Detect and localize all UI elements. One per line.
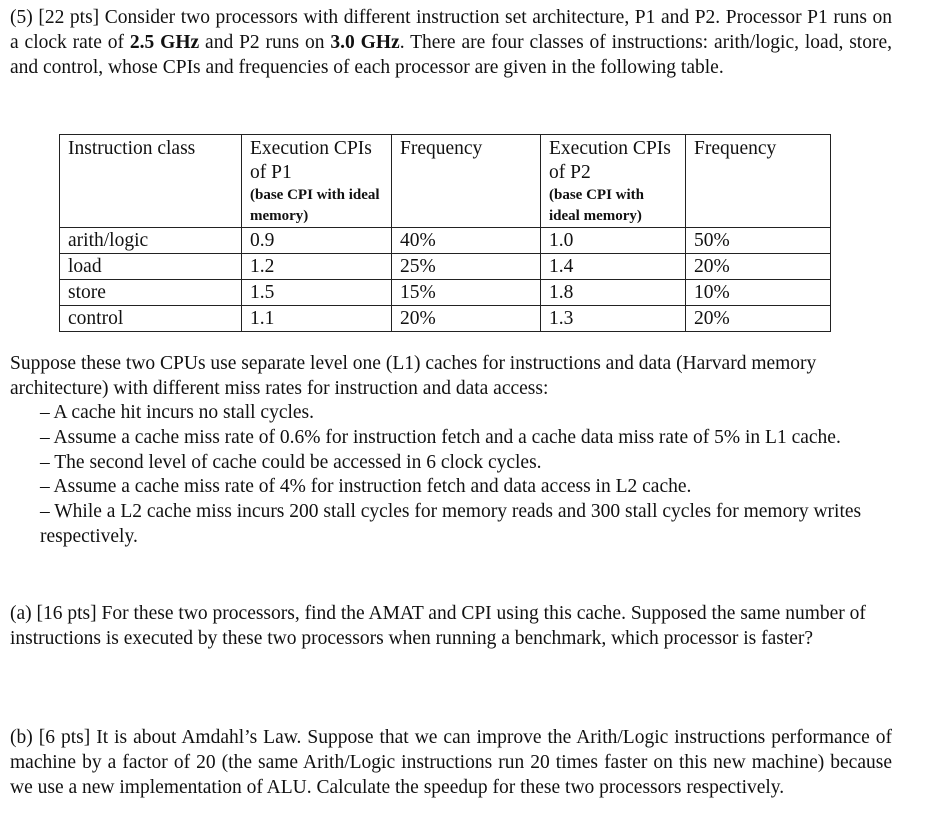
header-instruction-class: Instruction class: [60, 135, 242, 228]
table-cell: 20%: [686, 254, 831, 280]
table-cell: 40%: [392, 228, 541, 254]
list-item: – A cache hit incurs no stall cycles.: [40, 402, 315, 423]
header-execution-cpis-p1: Execution CPIs of P1 (base CPI with ideal memory): [242, 135, 392, 228]
table-cell: 1.4: [541, 254, 686, 280]
table-cell: arith/logic: [60, 228, 242, 254]
table-row: [60, 306, 831, 332]
intro-text-3: . There are four classes of instructions: arith/logic, load, store, and control, whose CPIs and frequencies of each processor are given in the following table.: [10, 31, 892, 78]
cpi-frequency-table-container: [59, 134, 831, 332]
table-cell: 1.0: [541, 228, 686, 254]
table-cell: 15%: [392, 280, 541, 306]
question-part-a: (a) [16 pts] For these two processors, find the AMAT and CPI using this cache. Supposed the same number of instructions is executed by these two processors when running a benchmark, which processor is faster?: [10, 603, 866, 649]
header-execution-cpis-p2: Execution CPIs of P2 (base CPI with ideal memory): [541, 135, 686, 228]
header-frequency-p1: Frequency: [392, 135, 541, 228]
table-header-row: [60, 135, 831, 228]
list-item: – Assume a cache miss rate of 0.6% for instruction fetch and a cache data miss rate of 5% in L1 cache.: [40, 426, 841, 448]
p2-clock-rate: 3.0 GHz: [330, 31, 400, 53]
table-cell: 1.2: [242, 254, 392, 280]
list-item: – The second level of cache could be accessed in 6 clock cycles.: [40, 451, 542, 473]
list-item: – Assume a cache miss rate of 4% for instruction fetch and data access in L2 cache.: [40, 476, 692, 498]
table-cell: 1.3: [541, 306, 686, 332]
table-cell: 1.8: [541, 280, 686, 306]
table-cell: 10%: [686, 280, 831, 306]
table-row: [60, 254, 831, 280]
table-cell: 25%: [392, 254, 541, 280]
question-part-b: (b) [6 pts] It is about Amdahl’s Law. Suppose that we can improve the Arith/Logic instructions performance of machine by a factor of 20 (the same Arith/Logic instructions run 20 times faster on this new machine) because we use a new implementation of ALU. Calculate the speedup for these two processors respectively.: [10, 727, 892, 798]
cpi-frequency-table: [59, 134, 831, 332]
intro-text-2: and P2 runs on: [199, 31, 331, 53]
table-cell: 1.1: [242, 306, 392, 332]
p1-clock-rate: 2.5 GHz: [129, 31, 200, 53]
cache-description: Suppose these two CPUs use separate level one (L1) caches for instructions and data (Harvard memory architecture) with different miss rates for instruction and data access:: [10, 353, 817, 399]
table-cell: 50%: [686, 228, 831, 254]
header-frequency-p2: Frequency: [686, 135, 831, 228]
table-cell: 20%: [686, 306, 831, 332]
table-row: [60, 228, 831, 254]
header-sub-p1: (base CPI with ideal memory): [250, 187, 380, 224]
table-cell: store: [60, 280, 242, 306]
table-row: [60, 280, 831, 306]
intro-text-1: (5) [22 pts] Consider two processors with different instruction set architecture, P1 and P2. Processor P1 runs on a clock rate of: [10, 7, 892, 53]
cache-assumptions-list: [40, 401, 900, 550]
problem-statement: [10, 6, 892, 80]
table-cell: 0.9: [242, 228, 392, 254]
table-cell: 1.5: [242, 280, 392, 306]
list-item: – While a L2 cache miss incurs 200 stall cycles for memory reads and 300 stall cycles for memory writes respectively.: [40, 501, 862, 547]
table-cell: load: [60, 254, 242, 280]
header-sub-p2: (base CPI with ideal memory): [549, 187, 645, 224]
table-cell: 20%: [392, 306, 541, 332]
table-cell: control: [60, 306, 242, 332]
